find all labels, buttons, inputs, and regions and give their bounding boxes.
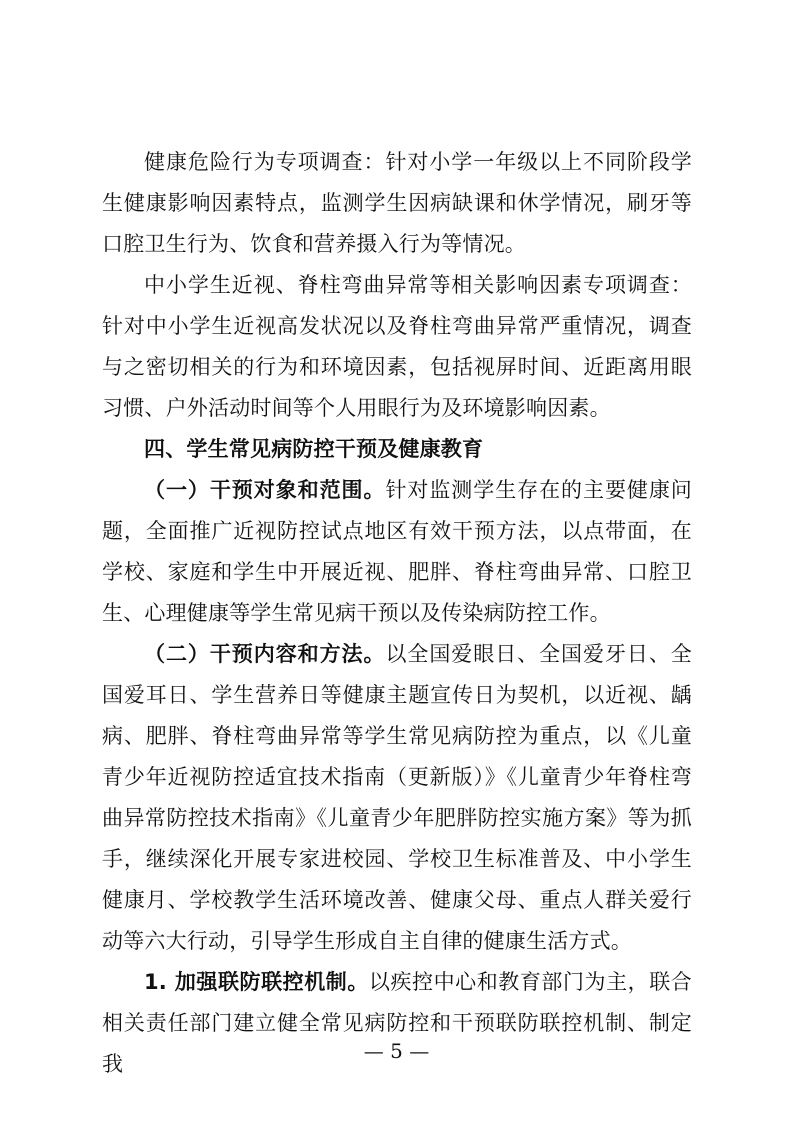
heading-text: 四、学生常见病防控干预及健康教育 — [144, 437, 484, 461]
paragraph-text: 中小学生近视、脊柱弯曲异常等相关影响因素专项调查：针对中小学生近视高发状况以及脊柱弯曲异常严重情况，调查与之密切相关的行为和环境因素，包括视屏时间、近距离用眼习惯、户外活动时间等个人用眼行为及环境影响因素。 — [102, 273, 692, 420]
paragraph-text: 健康危险行为专项调查：针对小学一年级以上不同阶段学生健康影响因素特点，监测学生因病缺课和休学情况，刷牙等口腔卫生行为、饮食和营养摄入行为等情况。 — [102, 150, 692, 256]
paragraph-intervention-targets — [102, 470, 692, 634]
paragraph-joint-mechanism — [102, 962, 692, 1085]
paragraph-intervention-methods — [102, 634, 692, 962]
paragraph-lead: （一）干预对象和范围。 — [144, 478, 386, 502]
paragraph-text: 以全国爱眼日、全国爱牙日、全国爱耳日、学生营养日等健康主题宣传日为契机，以近视、龋病、肥胖、脊柱弯曲异常等学生常见病防控为重点，以《儿童青少年近视防控适宜技术指南（更新版）》《儿童青少年脊柱弯曲异常防控技术指南》《儿童青少年肥胖防控实施方案》等为抓手，继续深化开展专家进校园、学校卫生标准普及、中小学生健康月、学校教学生活环境改善、健康父母、重点人群关爱行动等六大行动，引导学生形成自主自律的健康生活方式。 — [102, 642, 692, 953]
paragraph-lead: 1. 加强联防联控机制。 — [144, 970, 369, 994]
page-number: — 5 — — [363, 1039, 430, 1063]
paragraph-text: 以疾控中心和教育部门为主，联合相关责任部门建立健全常见病防控和干预联防联控机制、制定我 — [102, 970, 692, 1076]
body-text — [102, 142, 692, 1085]
paragraph-text: 针对监测学生存在的主要健康问题，全面推广近视防控试点地区有效干预方法，以点带面，在学校、家庭和学生中开展近视、肥胖、脊柱弯曲异常、口腔卫生、心理健康等学生常见病干预以及传染病防控工作。 — [102, 478, 692, 625]
paragraph-lead: （二）干预内容和方法。 — [144, 642, 386, 666]
paragraph-myopia-spine-survey — [102, 265, 692, 429]
section-heading-four — [102, 429, 692, 470]
paragraph-health-risk-survey — [102, 142, 692, 265]
